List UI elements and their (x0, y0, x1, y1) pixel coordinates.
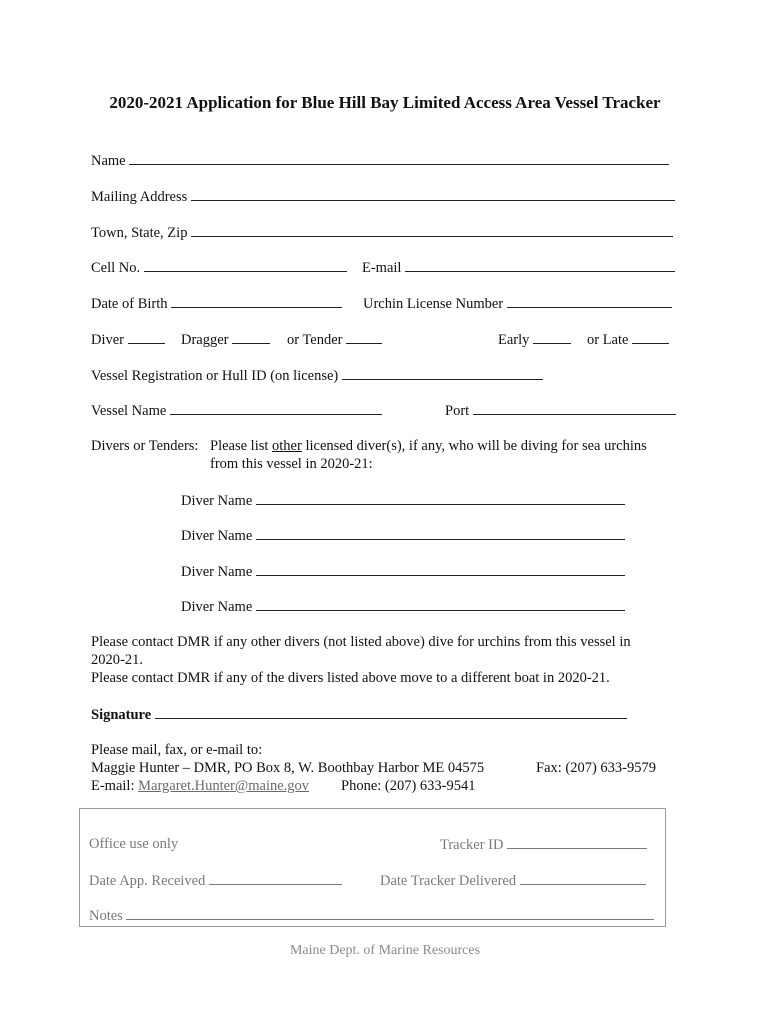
cell-field[interactable] (144, 258, 347, 272)
diver-field[interactable] (128, 330, 165, 344)
diver-name-field-4[interactable] (256, 597, 625, 611)
diver-name-field-3[interactable] (256, 562, 625, 576)
notes-row (89, 906, 654, 925)
dob-row (91, 294, 342, 313)
date-delivered-row (380, 871, 646, 890)
signature-field[interactable] (155, 705, 627, 719)
diver-name-row-4 (181, 597, 625, 616)
late-option (587, 330, 669, 349)
dragger-option (181, 330, 270, 349)
email-contact (91, 777, 309, 795)
email-field[interactable] (405, 258, 675, 272)
email-contact-label: E-mail: (91, 778, 139, 794)
vessel-name-field[interactable] (170, 401, 382, 415)
cell-row (91, 258, 347, 277)
port-field[interactable] (473, 401, 676, 415)
signature-row (91, 705, 627, 724)
date-received-row (89, 871, 342, 890)
mailing-address-label: Mailing Address (91, 189, 188, 205)
mailing-address-row (91, 187, 675, 206)
mailing-address-field[interactable] (191, 187, 675, 201)
notes-label: Notes (89, 908, 123, 924)
date-delivered-label: Date Tracker Delivered (380, 873, 517, 889)
vessel-reg-field[interactable] (342, 366, 543, 380)
name-field[interactable] (129, 151, 669, 165)
form-title: 2020-2021 Application for Blue Hill Bay Limited Access Area Vessel Tracker (109, 93, 661, 112)
mail-address: Maggie Hunter – DMR, PO Box 8, W. Boothbay Harbor ME 04575 (91, 760, 485, 776)
tracker-id-label: Tracker ID (440, 837, 504, 853)
diver-name-label: Diver Name (181, 599, 253, 615)
diver-name-row-2 (181, 526, 625, 545)
vessel-name-row (91, 401, 382, 420)
diver-name-label: Diver Name (181, 493, 253, 509)
early-label: Early (498, 332, 530, 348)
contact-note-2: 2020-21. (91, 652, 143, 668)
name-row (91, 151, 669, 170)
port-row (445, 401, 676, 420)
diver-name-row-1 (181, 491, 625, 510)
town-state-zip-row (91, 223, 673, 242)
urchin-license-label: Urchin License Number (363, 296, 504, 312)
late-field[interactable] (632, 330, 669, 344)
dragger-field[interactable] (232, 330, 270, 344)
town-state-zip-label: Town, State, Zip (91, 225, 188, 241)
diver-name-field-2[interactable] (256, 526, 625, 540)
diver-option (91, 330, 165, 349)
tender-field[interactable] (346, 330, 382, 344)
dob-field[interactable] (171, 294, 342, 308)
divers-instructions-line2: from this vessel in 2020-21: (210, 456, 373, 472)
late-label: or Late (587, 332, 629, 348)
diver-label: Diver (91, 332, 125, 348)
town-state-zip-field[interactable] (191, 223, 673, 237)
office-use-label: Office use only (89, 836, 179, 852)
date-received-label: Date App. Received (89, 873, 206, 889)
diver-name-label: Diver Name (181, 564, 253, 580)
tender-label: or Tender (287, 332, 343, 348)
contact-note-1: Please contact DMR if any other divers (not listed above) dive for urchins from this vessel in (91, 634, 631, 650)
phone-number: Phone: (207) 633-9541 (341, 778, 476, 794)
divers-label: Divers or Tenders: (91, 438, 199, 454)
tender-option (287, 330, 382, 349)
dob-label: Date of Birth (91, 296, 168, 312)
vessel-reg-label: Vessel Registration or Hull ID (on license) (91, 368, 339, 384)
email-link[interactable]: Margaret.Hunter@maine.gov (138, 778, 310, 794)
vessel-name-label: Vessel Name (91, 403, 167, 419)
signature-label: Signature (91, 707, 152, 723)
fax-number: Fax: (207) 633-9579 (536, 760, 657, 776)
office-use-box (79, 808, 666, 927)
notes-field[interactable] (126, 906, 654, 920)
tracker-id-row (440, 835, 647, 854)
tracker-id-field[interactable] (507, 835, 647, 849)
date-delivered-field[interactable] (520, 871, 646, 885)
divers-instructions-other: other (272, 438, 302, 454)
date-received-field[interactable] (209, 871, 342, 885)
divers-instructions (210, 437, 647, 455)
email-row (362, 258, 675, 277)
cell-label: Cell No. (91, 260, 141, 276)
diver-name-label: Diver Name (181, 528, 253, 544)
footer-agency: Maine Dept. of Marine Resources (289, 943, 481, 958)
contact-note-3: Please contact DMR if any of the divers listed above move to a different boat in 2020-21. (91, 670, 610, 686)
divers-instructions-a: Please list (210, 438, 273, 454)
diver-name-field-1[interactable] (256, 491, 625, 505)
port-label: Port (445, 403, 470, 419)
mail-instructions: Please mail, fax, or e-mail to: (91, 742, 263, 758)
email-label: E-mail (362, 260, 402, 276)
urchin-license-row (363, 294, 672, 313)
dragger-label: Dragger (181, 332, 229, 348)
early-field[interactable] (533, 330, 571, 344)
urchin-license-field[interactable] (507, 294, 672, 308)
vessel-reg-row (91, 366, 543, 385)
early-option (498, 330, 571, 349)
name-label: Name (91, 153, 126, 169)
diver-name-row-3 (181, 562, 625, 581)
divers-instructions-b: licensed diver(s), if any, who will be diving for sea urchins (301, 438, 647, 454)
